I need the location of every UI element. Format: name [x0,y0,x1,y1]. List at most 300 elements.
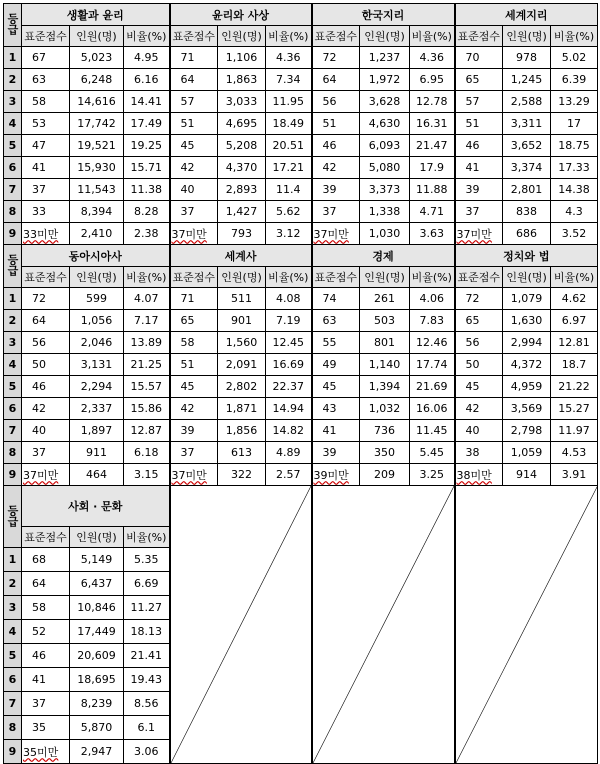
standard-score [455,223,503,245]
student-count: 4,370 [218,157,266,179]
student-count: 1,630 [503,310,551,332]
student-count: 5,870 [70,716,124,740]
standard-score: 42 [455,398,503,420]
standard-score [22,223,70,245]
student-count: 1,140 [360,354,410,376]
diagonal-strike [313,486,454,763]
ratio-percent: 12.87 [124,420,170,442]
subject-title: 세계사 [170,245,312,267]
ratio-percent: 16.06 [410,398,455,420]
grade-number: 5 [4,376,22,398]
student-count: 1,059 [503,442,551,464]
student-count: 3,569 [503,398,551,420]
standard-score: 51 [170,354,218,376]
ratio-percent: 7.19 [266,310,312,332]
standard-score: 68 [22,548,70,572]
student-count: 209 [360,464,410,486]
grade-number: 4 [4,354,22,376]
standard-score: 42 [312,157,360,179]
standard-score [22,464,70,486]
ratio-percent: 11.95 [266,91,312,113]
standard-score: 56 [22,332,70,354]
standard-score: 72 [312,47,360,69]
student-count: 1,897 [70,420,124,442]
section-header-row [4,245,598,267]
ratio-percent: 6.18 [124,442,170,464]
student-count: 1,856 [218,420,266,442]
student-count: 4,695 [218,113,266,135]
grade-header-label: 등급 [6,254,19,276]
ratio-percent: 16.69 [266,354,312,376]
section-header-row [4,486,598,527]
column-label: 인원(명) [70,527,124,548]
standard-score: 45 [312,376,360,398]
table-row [4,398,598,420]
ratio-percent: 21.47 [410,135,455,157]
table-row [4,135,598,157]
ratio-percent: 21.41 [124,644,170,668]
table-row [4,69,598,91]
grade-number: 1 [4,548,22,572]
student-count: 3,374 [503,157,551,179]
student-count: 1,106 [218,47,266,69]
ratio-percent: 4.89 [266,442,312,464]
grade-number: 1 [4,288,22,310]
student-count: 613 [218,442,266,464]
student-count: 1,056 [70,310,124,332]
ratio-percent: 14.38 [551,179,598,201]
standard-score: 65 [455,310,503,332]
ratio-percent: 18.7 [551,354,598,376]
standard-score: 56 [312,91,360,113]
ratio-percent: 12.78 [410,91,455,113]
column-label: 인원(명) [70,267,124,288]
column-label: 비율(%) [410,26,455,47]
column-label: 비율(%) [410,267,455,288]
standard-score: 49 [312,354,360,376]
student-count: 2,294 [70,376,124,398]
ratio-percent: 14.82 [266,420,312,442]
standard-score: 38 [455,442,503,464]
ratio-percent: 11.38 [124,179,170,201]
table-row [4,91,598,113]
student-count: 1,030 [360,223,410,245]
ratio-percent: 12.81 [551,332,598,354]
ratio-percent: 3.12 [266,223,312,245]
student-count: 10,846 [70,596,124,620]
subject-title: 정치와 법 [455,245,598,267]
student-count: 8,394 [70,201,124,223]
column-label: 인원(명) [218,26,266,47]
column-label: 표준점수 [455,26,503,47]
standard-score: 37 [22,442,70,464]
student-count: 11,543 [70,179,124,201]
ratio-percent: 3.91 [551,464,598,486]
standard-score: 35 [22,716,70,740]
ratio-percent: 7.17 [124,310,170,332]
ratio-percent: 17.74 [410,354,455,376]
student-count: 6,248 [70,69,124,91]
student-count: 5,208 [218,135,266,157]
grade-number: 2 [4,310,22,332]
student-count: 901 [218,310,266,332]
standard-score-value: 38미만 [456,468,492,482]
column-label: 인원(명) [360,267,410,288]
ratio-percent: 7.83 [410,310,455,332]
column-header-row [4,26,598,47]
ratio-percent: 4.08 [266,288,312,310]
student-count: 8,239 [70,692,124,716]
standard-score: 74 [312,288,360,310]
column-label: 표준점수 [312,267,360,288]
standard-score: 57 [170,91,218,113]
student-count: 350 [360,442,410,464]
grade-header-label: 등급 [6,504,19,527]
standard-score: 37 [22,179,70,201]
standard-score: 52 [22,620,70,644]
ratio-percent: 4.07 [124,288,170,310]
subject-title: 윤리와 사상 [170,4,312,26]
standard-score: 46 [455,135,503,157]
standard-score: 46 [22,376,70,398]
ratio-percent: 11.27 [124,596,170,620]
diagonal-strike [456,486,598,763]
table-row [4,288,598,310]
ratio-percent: 17.21 [266,157,312,179]
column-label: 표준점수 [170,267,218,288]
ratio-percent: 2.38 [124,223,170,245]
standard-score: 41 [455,157,503,179]
student-count: 3,311 [503,113,551,135]
standard-score: 56 [455,332,503,354]
standard-score: 39 [312,442,360,464]
student-count: 503 [360,310,410,332]
standard-score: 65 [170,310,218,332]
standard-score: 37 [170,442,218,464]
standard-score: 51 [312,113,360,135]
table-row [4,113,598,135]
standard-score: 71 [170,47,218,69]
student-count: 18,695 [70,668,124,692]
student-count: 2,588 [503,91,551,113]
student-count: 2,337 [70,398,124,420]
standard-score [312,223,360,245]
grade-number: 6 [4,157,22,179]
ratio-percent: 6.1 [124,716,170,740]
empty-cell [170,486,312,764]
standard-score: 64 [312,69,360,91]
ratio-percent: 3.25 [410,464,455,486]
ratio-percent: 4.36 [266,47,312,69]
grade-number: 8 [4,442,22,464]
student-count: 2,947 [70,740,124,764]
ratio-percent: 21.22 [551,376,598,398]
table-row [4,442,598,464]
student-count: 801 [360,332,410,354]
grade-header [4,486,22,548]
column-label: 표준점수 [22,26,70,47]
standard-score: 37 [312,201,360,223]
ratio-percent: 6.39 [551,69,598,91]
ratio-percent: 11.45 [410,420,455,442]
grade-header [4,4,22,47]
student-count: 5,149 [70,548,124,572]
ratio-percent: 15.57 [124,376,170,398]
student-count: 3,652 [503,135,551,157]
column-label: 표준점수 [170,26,218,47]
table-row [4,179,598,201]
standard-score: 40 [170,179,218,201]
grade-number: 7 [4,692,22,716]
ratio-percent: 17.9 [410,157,455,179]
grade-number: 5 [4,135,22,157]
standard-score: 63 [312,310,360,332]
ratio-percent: 8.28 [124,201,170,223]
grade-number: 8 [4,201,22,223]
ratio-percent: 21.25 [124,354,170,376]
grade-number: 9 [4,464,22,486]
column-label: 표준점수 [312,26,360,47]
student-count: 19,521 [70,135,124,157]
column-label: 표준점수 [22,527,70,548]
standard-score-value: 33미만 [23,227,59,241]
ratio-percent: 15.71 [124,157,170,179]
table-row [4,157,598,179]
standard-score: 55 [312,332,360,354]
ratio-percent: 4.62 [551,288,598,310]
standard-score: 53 [22,113,70,135]
student-count: 322 [218,464,266,486]
standard-score: 64 [22,310,70,332]
standard-score: 37 [455,201,503,223]
student-count: 4,372 [503,354,551,376]
diagonal-strike [171,486,311,763]
grade-number: 9 [4,223,22,245]
ratio-percent: 2.57 [266,464,312,486]
student-count: 1,871 [218,398,266,420]
standard-score: 64 [170,69,218,91]
student-count: 2,410 [70,223,124,245]
student-count: 464 [70,464,124,486]
student-count: 14,616 [70,91,124,113]
grade-number: 6 [4,398,22,420]
ratio-percent: 6.69 [124,572,170,596]
grade-number: 7 [4,179,22,201]
student-count: 6,093 [360,135,410,157]
student-count: 914 [503,464,551,486]
ratio-percent: 18.49 [266,113,312,135]
subject-title: 한국지리 [312,4,455,26]
ratio-percent: 3.15 [124,464,170,486]
standard-score-value: 37미만 [23,468,59,482]
ratio-percent: 17 [551,113,598,135]
ratio-percent: 5.62 [266,201,312,223]
grade-header-label: 등급 [6,13,19,35]
student-count: 1,032 [360,398,410,420]
ratio-percent: 6.16 [124,69,170,91]
column-label: 표준점수 [455,267,503,288]
standard-score: 58 [22,91,70,113]
ratio-percent: 22.37 [266,376,312,398]
standard-score [170,223,218,245]
standard-score: 39 [312,179,360,201]
standard-score-value: 37미만 [171,227,207,241]
standard-score: 42 [170,157,218,179]
column-label: 비율(%) [551,267,598,288]
standard-score-value: 35미만 [23,745,59,759]
ratio-percent: 11.4 [266,179,312,201]
standard-score: 47 [22,135,70,157]
standard-score-value: 37미만 [313,227,349,241]
student-count: 978 [503,47,551,69]
ratio-percent: 19.25 [124,135,170,157]
column-label: 비율(%) [266,26,312,47]
student-count: 6,437 [70,572,124,596]
standard-score: 57 [455,91,503,113]
student-count: 736 [360,420,410,442]
standard-score: 41 [312,420,360,442]
standard-score: 50 [455,354,503,376]
student-count: 1,394 [360,376,410,398]
ratio-percent: 20.51 [266,135,312,157]
ratio-percent: 18.13 [124,620,170,644]
grade-number: 3 [4,332,22,354]
subject-title: 동아시아사 [22,245,170,267]
ratio-percent: 8.56 [124,692,170,716]
student-count: 3,628 [360,91,410,113]
student-count: 1,972 [360,69,410,91]
standard-score [170,464,218,486]
student-count: 1,427 [218,201,266,223]
ratio-percent: 17.33 [551,157,598,179]
standard-score: 65 [455,69,503,91]
column-label: 비율(%) [124,527,170,548]
ratio-percent: 5.02 [551,47,598,69]
standard-score: 43 [312,398,360,420]
standard-score: 39 [170,420,218,442]
student-count: 1,863 [218,69,266,91]
grade-number: 8 [4,716,22,740]
table-row [4,310,598,332]
standard-score [312,464,360,486]
section-header-row [4,4,598,26]
student-count: 1,245 [503,69,551,91]
student-count: 15,930 [70,157,124,179]
student-count: 2,893 [218,179,266,201]
grade-number: 7 [4,420,22,442]
ratio-percent: 11.88 [410,179,455,201]
standard-score: 46 [312,135,360,157]
table-row [4,354,598,376]
student-count: 20,609 [70,644,124,668]
student-count: 17,742 [70,113,124,135]
column-header-row [4,267,598,288]
ratio-percent: 4.95 [124,47,170,69]
empty-cell [455,486,598,764]
student-count: 5,023 [70,47,124,69]
ratio-percent: 3.06 [124,740,170,764]
standard-score: 58 [170,332,218,354]
ratio-percent: 13.29 [551,91,598,113]
standard-score: 70 [455,47,503,69]
standard-score: 67 [22,47,70,69]
ratio-percent: 4.3 [551,201,598,223]
table-row [4,47,598,69]
grade-number: 9 [4,740,22,764]
grade-number: 5 [4,644,22,668]
ratio-percent: 5.45 [410,442,455,464]
table-row [4,376,598,398]
student-count: 2,994 [503,332,551,354]
student-count: 1,079 [503,288,551,310]
student-count: 4,630 [360,113,410,135]
student-count: 838 [503,201,551,223]
student-count: 261 [360,288,410,310]
standard-score: 46 [22,644,70,668]
standard-score: 37 [170,201,218,223]
standard-score: 63 [22,69,70,91]
ratio-percent: 5.35 [124,548,170,572]
standard-score: 72 [455,288,503,310]
grade-number: 4 [4,113,22,135]
student-count: 2,798 [503,420,551,442]
column-label: 인원(명) [218,267,266,288]
grade-number: 3 [4,91,22,113]
grade-number: 2 [4,572,22,596]
standard-score: 40 [455,420,503,442]
ratio-percent: 16.31 [410,113,455,135]
subject-title: 사회 · 문화 [22,486,170,527]
student-count: 5,080 [360,157,410,179]
ratio-percent: 4.53 [551,442,598,464]
grade-number: 1 [4,47,22,69]
ratio-percent: 6.95 [410,69,455,91]
column-label: 인원(명) [503,267,551,288]
grade-number: 2 [4,69,22,91]
student-count: 17,449 [70,620,124,644]
ratio-percent: 18.75 [551,135,598,157]
table-row [4,464,598,486]
standard-score: 39 [455,179,503,201]
student-count: 2,801 [503,179,551,201]
ratio-percent: 11.97 [551,420,598,442]
standard-score: 33 [22,201,70,223]
student-count: 1,237 [360,47,410,69]
grade-header [4,245,22,288]
standard-score: 58 [22,596,70,620]
column-label: 인원(명) [360,26,410,47]
standard-score: 42 [170,398,218,420]
standard-score: 71 [170,288,218,310]
column-label: 인원(명) [70,26,124,47]
student-count: 1,560 [218,332,266,354]
standard-score: 72 [22,288,70,310]
table-row [4,223,598,245]
grade-number: 3 [4,596,22,620]
ratio-percent: 15.27 [551,398,598,420]
ratio-percent: 4.71 [410,201,455,223]
student-count: 2,046 [70,332,124,354]
ratio-percent: 3.52 [551,223,598,245]
standard-score: 51 [170,113,218,135]
ratio-percent: 13.89 [124,332,170,354]
student-count: 3,033 [218,91,266,113]
standard-score [455,464,503,486]
column-label: 비율(%) [266,267,312,288]
column-label: 비율(%) [124,26,170,47]
ratio-percent: 6.97 [551,310,598,332]
student-count: 686 [503,223,551,245]
